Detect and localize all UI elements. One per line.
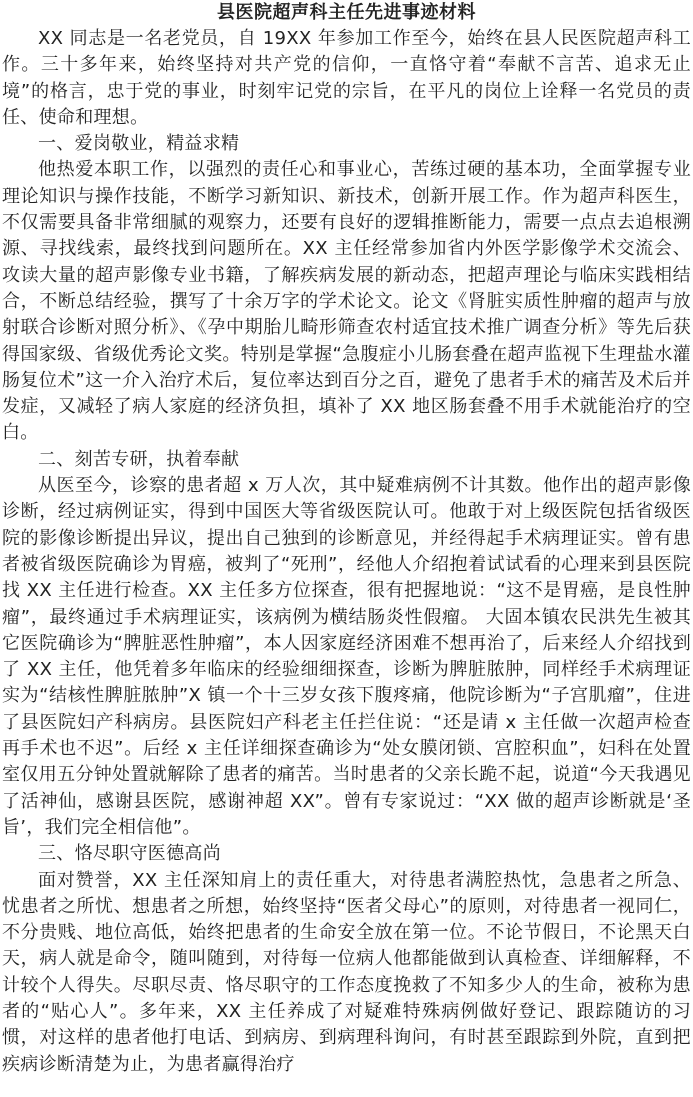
section-1-paragraph: 他热爱本职工作，以强烈的责任心和事业心，苦练过硬的基本功，全面掌握专业理论知识与操作技能，不断学习新知识、新技术，创新开展工作。作为超声科医生，不仅需要具备非常细腻的观察力，还要有良好的逻辑推断能力，需要一点点去追根溯源、寻找线索，最终找到问题所在。XX 主任经常参加省内外医学影像学术交流会、攻读大量的超声影像专业书籍，了解疾病发展的新动态，把超声理论与临床实践相结合，不断总结经验，撰写了十余万字的学术论文。论文《肾脏实质性肿瘤的超声与放射联合诊断对照分析》、《孕中期胎儿畸形筛查农村适宜技术推广调查分析》等先后获得国家级、省级优秀论文奖。特别是掌握“急腹症小儿肠套叠在超声监视下生理盐水灌肠复位术”这一介入治疗术后，复位率达到百分之百，避免了患者手术的痛苦及术后并发症，又减轻了病人家庭的经济负担，填补了 XX 地区肠套叠不用手术就能治疗的空白。 [2, 159, 691, 444]
section-3-paragraph: 面对赞誉，XX 主任深知肩上的责任重大，对待患者满腔热忱，急患者之所急、忧患者之所忧、想患者之所想，始终坚持“医者父母心”的原则，对待患者一视同仁，不分贵贱、地位高低，始终把患者的生命安全放在第一位。不论节假日，不论黑天白天，病人就是命令，随叫随到，对待每一位病人他都能做到认真检查、详细解释，不计较个人得失。尽职尽责、恪尽职守的工作态度挽救了不知多少人的生命，被称为患者的“贴心人”。多年来，XX 主任养成了对疑难特殊病例做好登记、跟踪随访的习惯，对这样的患者他打电话、到病房、到病理科询问，有时甚至跟踪到外院，直到把疾病诊断清楚为止，为患者赢得治疗 [2, 869, 691, 1075]
section-1-heading: 一、爱岗敬业，精益求精 [38, 133, 240, 155]
section-2-heading: 二、刻苦专研，执着奉献 [38, 448, 240, 470]
document-title: 县医院超声科主任先进事迹材料 [217, 2, 476, 23]
intro-paragraph: XX 同志是一名老党员，自 19XX 年参加工作至今，始终在县人民医院超声科工作。三十多年来，始终坚持对共产党的信仰，一直恪守着“奉献不言苦、追求无止境”的格言，忠于党的事业，时刻牢记党的宗旨，在平凡的岗位上诠释一名党员的责任、使命和理想。 [2, 28, 691, 128]
section-3-heading: 三、恪尽职守医德高尚 [38, 843, 221, 865]
section-2-paragraph: 从医至今，诊察的患者超 x 万人次，其中疑难病例不计其数。他作出的超声影像诊断，经过病例证实，得到中国医大等省级医院认可。他敢于对上级医院包括省级医院的影像诊断提出异议，提出自己独到的诊断意见，并经得起手术病理证实。曾有患者被省级医院确诊为胃癌，被判了“死刑”，经他人介绍抱着试试看的心理来到县医院找 XX 主任进行检查。XX 主任多方位探查，很有把握地说：“这不是胃癌，是良性肿瘤”，最终通过手术病理证实，该病例为横结肠炎性假瘤。 大固本镇农民洪先生被其它医院确诊为“脾脏恶性肿瘤”，本人因家庭经济困难不想再治了，后来经人介绍找到了 XX 主任，他凭着多年临床的经验细细探查，诊断为脾脏脓肿，同样经手术病理证实为“结核性脾脏脓肿”X 镇一个十三岁女孩下腹疼痛，他院诊断为“子宫肌瘤”，住进了县医院妇产科病房。县医院妇产科老主任拦住说：“还是请 x 主任做一次超声检查再手术也不迟”。后经 x 主任详细探查确诊为“处女膜闭锁、宫腔积血”，妇科在处置室仅用五分钟处置就解除了患者的痛苦。当时患者的父亲长跪不起，说道“今天我遇见了活神仙，感谢县医院，感谢神超 XX”。曾有专家说过：“XX 做的超声诊断就是‘圣旨’，我们完全相信他”。 [2, 475, 691, 838]
